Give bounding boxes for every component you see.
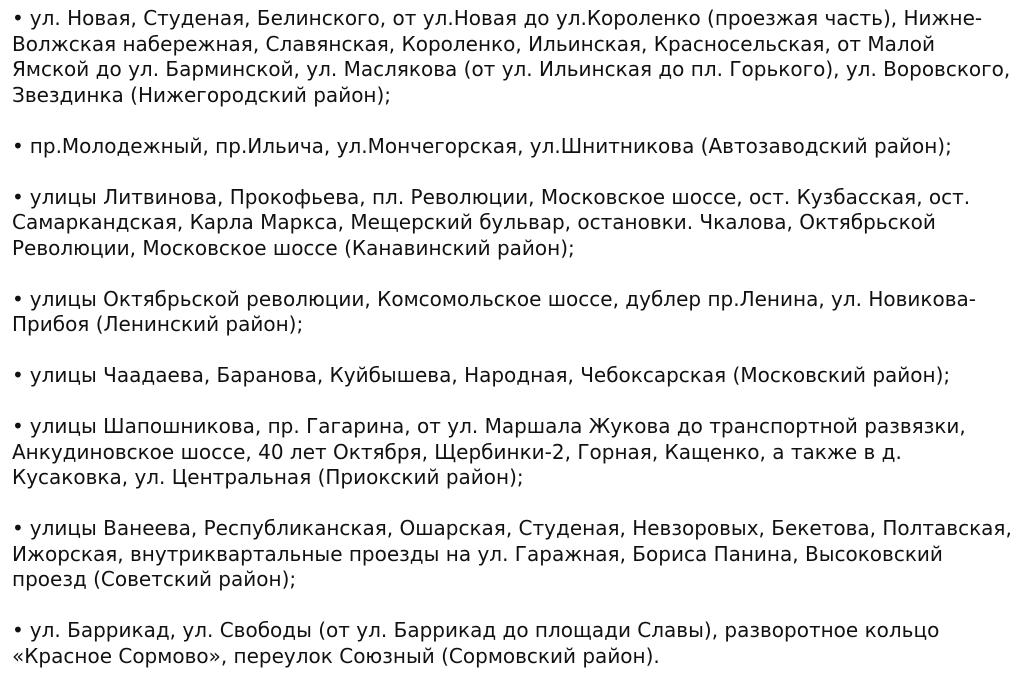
bullet-mark: • bbox=[12, 133, 24, 158]
list-item-priоksky bbox=[12, 414, 1014, 491]
list-item-text: улицы Шапошникова, пр. Гагарина, от ул. Маршала Жукова до транспортной развязки, Анкудиновское шоссе, 40 лет Октября, Щербинки-2, Горная, Кащенко, а также в д. Кусаковка, ул. Центральная (Приокский район); bbox=[12, 414, 966, 489]
bullet-mark: • bbox=[12, 6, 24, 30]
bullet-mark: • bbox=[12, 414, 24, 438]
bullet-mark: • bbox=[12, 618, 24, 642]
list-item-text: улицы Ванеева, Республиканская, Ошарская, Студеная, Невзоровых, Бекетова, Полтавская, Ижорская, внутриквартальные проезды на ул. Гаражная, Бориса Панина, Высоковский проезд (Советский район); bbox=[12, 516, 1012, 591]
bullet-mark: • bbox=[12, 286, 24, 311]
bullet-mark: • bbox=[12, 363, 24, 387]
list-item-moskovsky bbox=[12, 363, 1014, 389]
bullet-mark: • bbox=[12, 184, 24, 209]
list-item-text: улицы Литвинова, Прокофьева, пл. Революции, Московское шоссе, ост. Кузбасская, ост. Самаркандская, Карла Маркса, Мещерский бульвар, остановки. Чкалова, Октябрьской Революции, Московское шоссе (Канавинский район); bbox=[12, 184, 971, 260]
list-item-leninsky bbox=[12, 287, 1014, 338]
list-item-avtozavodsky bbox=[12, 134, 1014, 160]
list-item-text: ул. Баррикад, ул. Свободы (от ул. Баррикад до площади Славы), разворотное кольцо «Красное Сормово», переулок Союзный (Сормовский район). bbox=[12, 618, 940, 668]
list-item-text: улицы Чаадаева, Баранова, Куйбышева, Народная, Чебоксарская (Московский район); bbox=[29, 363, 951, 387]
bullet-mark: • bbox=[12, 516, 24, 540]
list-item-kanavinsky bbox=[12, 185, 1014, 262]
list-item-sovetsky bbox=[12, 516, 1014, 593]
list-item-sormovsky bbox=[12, 618, 1014, 669]
list-item-nizhegorodsky bbox=[12, 6, 1014, 108]
list-item-text: пр.Молодежный, пр.Ильича, ул.Мончегорская, ул.Шнитникова (Автозаводский район); bbox=[29, 133, 952, 158]
list-item-text: ул. Новая, Студеная, Белинского, от ул.Новая до ул.Короленко (проезжая часть), Нижне-Волжская набережная, Славянская, Короленко, Ильинская, Красносельская, от Малой Ямской до ул. Барминской, ул. Маслякова (от ул. Ильинская до пл. Горького), ул. Воровского, Звездинка (Нижегородский район); bbox=[12, 6, 1011, 107]
list-item-text: улицы Октябрьской революции, Комсомольское шоссе, дублер пр.Ленина, ул. Новикова-Прибоя (Ленинский район); bbox=[12, 286, 977, 336]
